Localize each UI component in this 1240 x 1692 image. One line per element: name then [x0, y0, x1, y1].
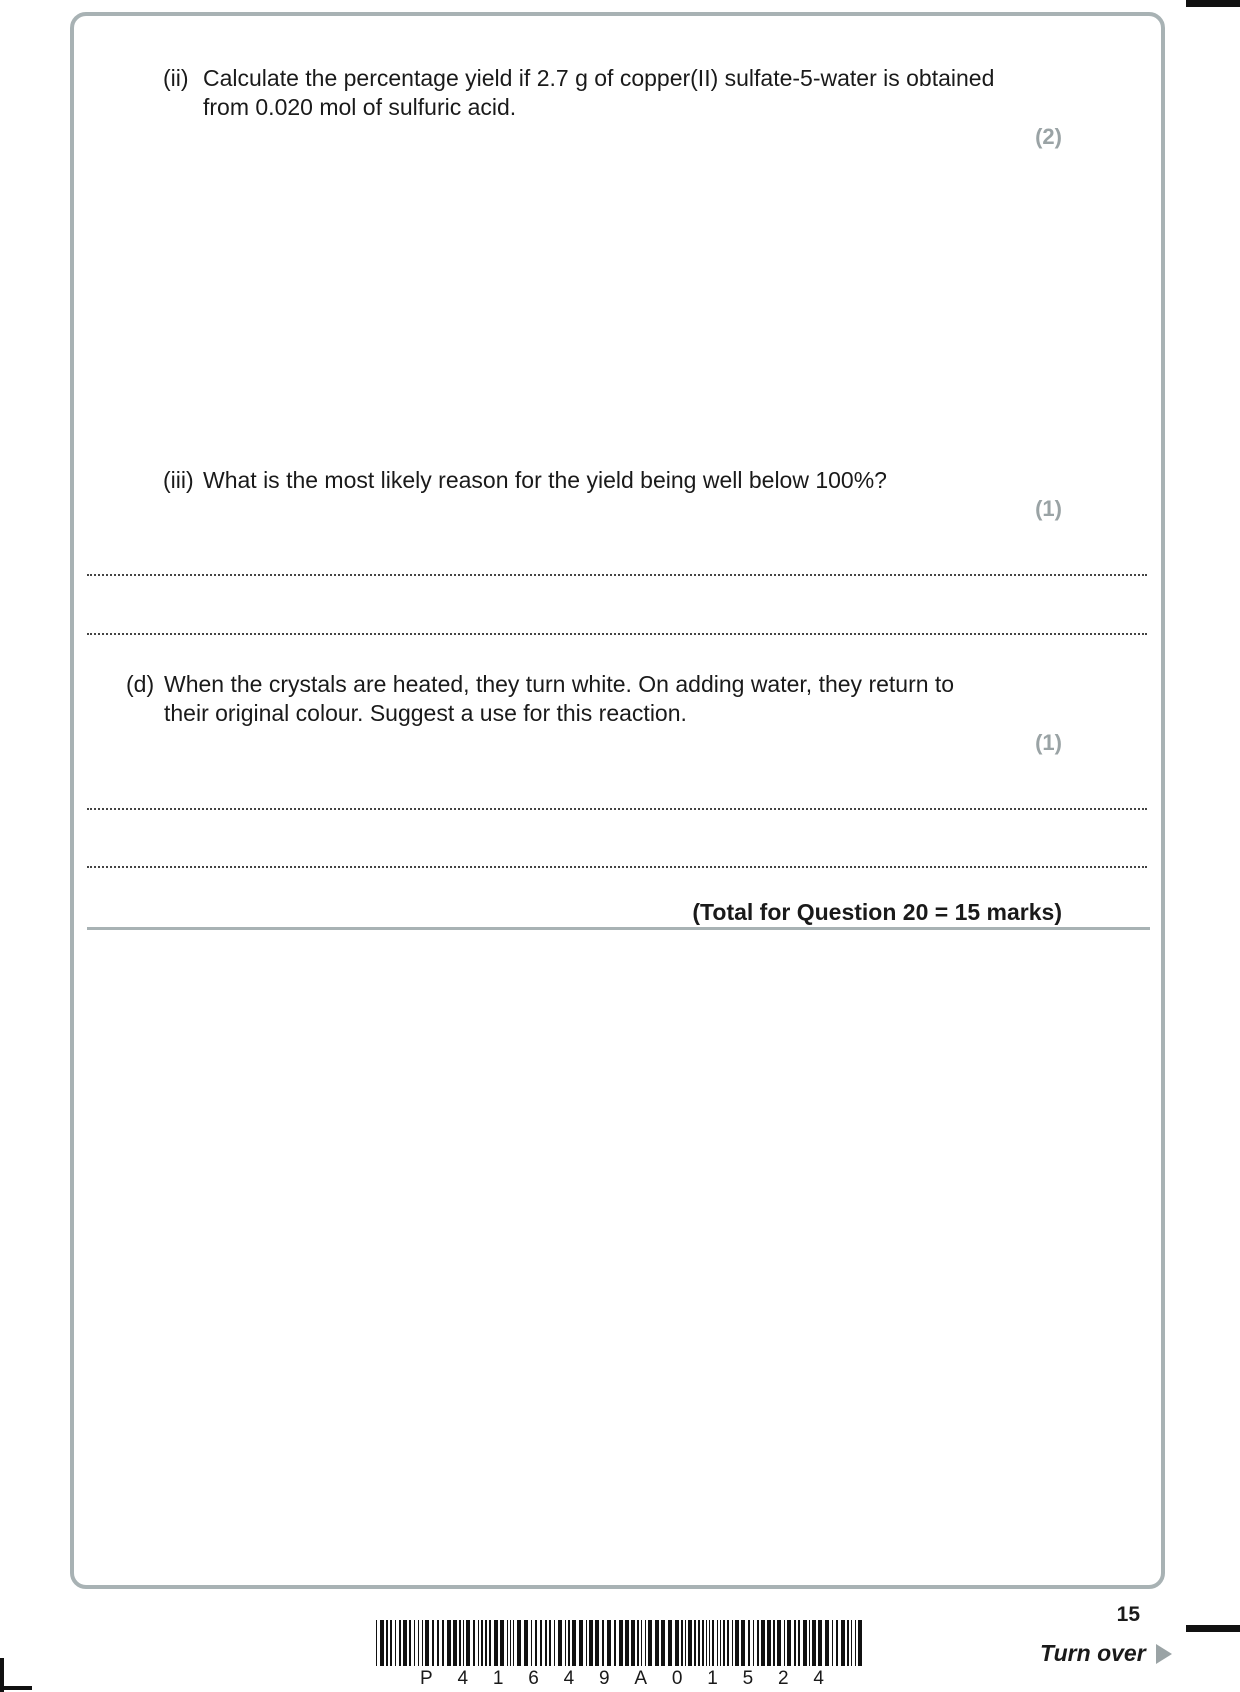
barcode-bar: [688, 1620, 692, 1666]
barcode-bar: [851, 1620, 852, 1666]
barcode-bar: [720, 1620, 721, 1666]
marks-d: (1): [1035, 730, 1062, 755]
marks-c-iii: (1): [1035, 496, 1062, 521]
barcode-digits: [376, 1668, 866, 1690]
barcode-bar: [655, 1620, 659, 1666]
barcode-bar: [425, 1620, 429, 1666]
barcode-digit: 6: [528, 1668, 539, 1689]
barcode-bar: [586, 1620, 587, 1666]
barcode-bar: [535, 1620, 537, 1666]
barcode-bar: [702, 1620, 704, 1666]
barcode-bar: [685, 1620, 686, 1666]
barcode-digit: 9: [598, 1668, 610, 1689]
barcode-digit: A: [634, 1668, 648, 1689]
barcode-bar: [463, 1620, 464, 1666]
barcode-digit: 5: [742, 1668, 754, 1689]
barcode-digit: 1: [492, 1668, 504, 1689]
barcode-bar: [619, 1620, 623, 1666]
barcode-bar: [841, 1620, 845, 1666]
barcode-bar: [403, 1620, 407, 1666]
barcode-bar: [784, 1620, 785, 1666]
barcode-bar: [395, 1620, 396, 1666]
question-text: What is the most likely reason for the yield being well below 100%?: [203, 467, 887, 493]
barcode-bar: [681, 1620, 683, 1666]
barcode-bar: [631, 1620, 635, 1666]
barcode-bar: [595, 1620, 599, 1666]
barcode-bar: [798, 1620, 800, 1666]
barcode-bar: [549, 1620, 551, 1666]
barcode-bar: [453, 1620, 457, 1666]
barcode-bar: [709, 1620, 710, 1666]
barcode-bar: [432, 1620, 434, 1666]
barcode-digit: P: [420, 1668, 433, 1689]
barcode-bar: [794, 1620, 796, 1666]
barcode-bar: [447, 1620, 451, 1666]
question-c-ii: [163, 64, 1043, 122]
barcode-digit: 4: [563, 1668, 575, 1689]
barcode-bar: [753, 1620, 754, 1666]
barcode-bar: [645, 1620, 646, 1666]
barcode-bar: [712, 1620, 714, 1666]
crop-mark: [1186, 1625, 1240, 1632]
barcode-bar: [418, 1620, 419, 1666]
barcode-bar: [748, 1620, 750, 1666]
barcode-bar: [376, 1620, 377, 1666]
question-c-iii: [163, 466, 1043, 495]
barcode: [376, 1620, 866, 1690]
arrow-right-icon: [1156, 1644, 1172, 1664]
barcode-bar: [661, 1620, 665, 1666]
page-number: 15: [1116, 1603, 1140, 1626]
question-text-line2: their original colour. Suggest a use for this reaction.: [164, 700, 687, 726]
barcode-bar: [390, 1620, 392, 1666]
barcode-bar: [727, 1620, 729, 1666]
question-label: (ii): [163, 65, 189, 91]
turn-over: [1040, 1640, 1172, 1667]
crop-mark: [1186, 0, 1240, 7]
barcode-bar: [855, 1620, 856, 1666]
answer-line[interactable]: [87, 866, 1147, 868]
barcode-bar: [694, 1620, 696, 1666]
barcode-bar: [540, 1620, 542, 1666]
barcode-bar: [741, 1620, 745, 1666]
barcode-bar: [735, 1620, 739, 1666]
barcode-bar: [481, 1620, 483, 1666]
barcode-bar: [568, 1620, 570, 1666]
barcode-bar: [717, 1620, 718, 1666]
barcode-bar: [399, 1620, 401, 1666]
barcode-bar: [485, 1620, 487, 1666]
barcode-bar: [757, 1620, 759, 1666]
barcode-digit: 2: [777, 1668, 789, 1689]
barcode-bar: [386, 1620, 388, 1666]
barcode-bar: [818, 1620, 822, 1666]
barcode-bar: [858, 1620, 862, 1666]
barcode-bar: [517, 1620, 521, 1666]
barcode-bar: [478, 1620, 479, 1666]
question-d: [126, 670, 1046, 728]
barcode-bar: [809, 1620, 810, 1666]
question-text-line2: from 0.020 mol of sulfuric acid.: [203, 94, 517, 120]
barcode-bar: [825, 1620, 829, 1666]
answer-line[interactable]: [87, 808, 1147, 810]
barcode-bar: [442, 1620, 444, 1666]
crop-mark: [0, 1686, 32, 1690]
barcode-bar: [641, 1620, 642, 1666]
barcode-bar: [773, 1620, 775, 1666]
answer-line[interactable]: [87, 633, 1147, 635]
question-text-line1: Calculate the percentage yield if 2.7 g of copper(II) sulfate-5-water is obtained: [203, 65, 995, 91]
barcode-digit: 1: [707, 1668, 718, 1689]
barcode-bar: [812, 1620, 816, 1666]
barcode-bar: [545, 1620, 547, 1666]
question-label: (iii): [163, 467, 194, 493]
barcode-bar: [706, 1620, 707, 1666]
barcode-bar: [473, 1620, 475, 1666]
barcode-bar: [579, 1620, 583, 1666]
barcode-bar: [648, 1620, 652, 1666]
barcode-bar: [466, 1620, 470, 1666]
answer-box-border: [70, 12, 1165, 1589]
question-label: (d): [126, 671, 155, 697]
barcode-bar: [698, 1620, 700, 1666]
barcode-bar: [675, 1620, 679, 1666]
barcode-bar: [589, 1620, 593, 1666]
barcode-bar: [524, 1620, 528, 1666]
barcode-bar: [531, 1620, 532, 1666]
barcode-bar: [510, 1620, 511, 1666]
barcode-bar: [414, 1620, 415, 1666]
barcode-bar: [637, 1620, 639, 1666]
question-total: (Total for Question 20 = 15 marks): [692, 899, 1062, 925]
barcode-bar: [380, 1620, 384, 1666]
answer-line[interactable]: [87, 574, 1147, 576]
barcode-bar: [494, 1620, 498, 1666]
question-end-rule: [87, 927, 1150, 930]
barcode-bar: [625, 1620, 629, 1666]
barcode-bar: [565, 1620, 566, 1666]
turn-over-label: Turn over: [1040, 1640, 1146, 1666]
barcode-bar: [767, 1620, 771, 1666]
barcode-bar: [836, 1620, 838, 1666]
question-text-line1: When the crystals are heated, they turn white. On adding water, they return to: [164, 671, 955, 697]
barcode-bar: [602, 1620, 604, 1666]
barcode-bar: [847, 1620, 849, 1666]
barcode-bar: [668, 1620, 672, 1666]
marks-c-ii: (2): [1035, 124, 1062, 149]
barcode-bar: [777, 1620, 781, 1666]
barcode-bar: [558, 1620, 562, 1666]
barcode-bar: [437, 1620, 439, 1666]
barcode-bar: [732, 1620, 733, 1666]
barcode-digit: 4: [813, 1668, 824, 1689]
barcode-bar: [459, 1620, 461, 1666]
barcode-bar: [572, 1620, 576, 1666]
barcode-bar: [832, 1620, 833, 1666]
barcode-bar: [507, 1620, 508, 1666]
barcode-bar: [489, 1620, 491, 1666]
barcode-bar: [409, 1620, 411, 1666]
barcode-bar: [513, 1620, 514, 1666]
barcode-bar: [761, 1620, 765, 1666]
barcode-bar: [422, 1620, 423, 1666]
barcode-bar: [554, 1620, 555, 1666]
barcode-bar: [787, 1620, 791, 1666]
barcode-bars: [376, 1620, 866, 1666]
barcode-bar: [607, 1620, 611, 1666]
barcode-digit: 0: [671, 1668, 683, 1689]
barcode-bar: [614, 1620, 616, 1666]
barcode-bar: [723, 1620, 725, 1666]
barcode-digit: 4: [457, 1668, 469, 1689]
barcode-bar: [500, 1620, 504, 1666]
barcode-bar: [803, 1620, 807, 1666]
